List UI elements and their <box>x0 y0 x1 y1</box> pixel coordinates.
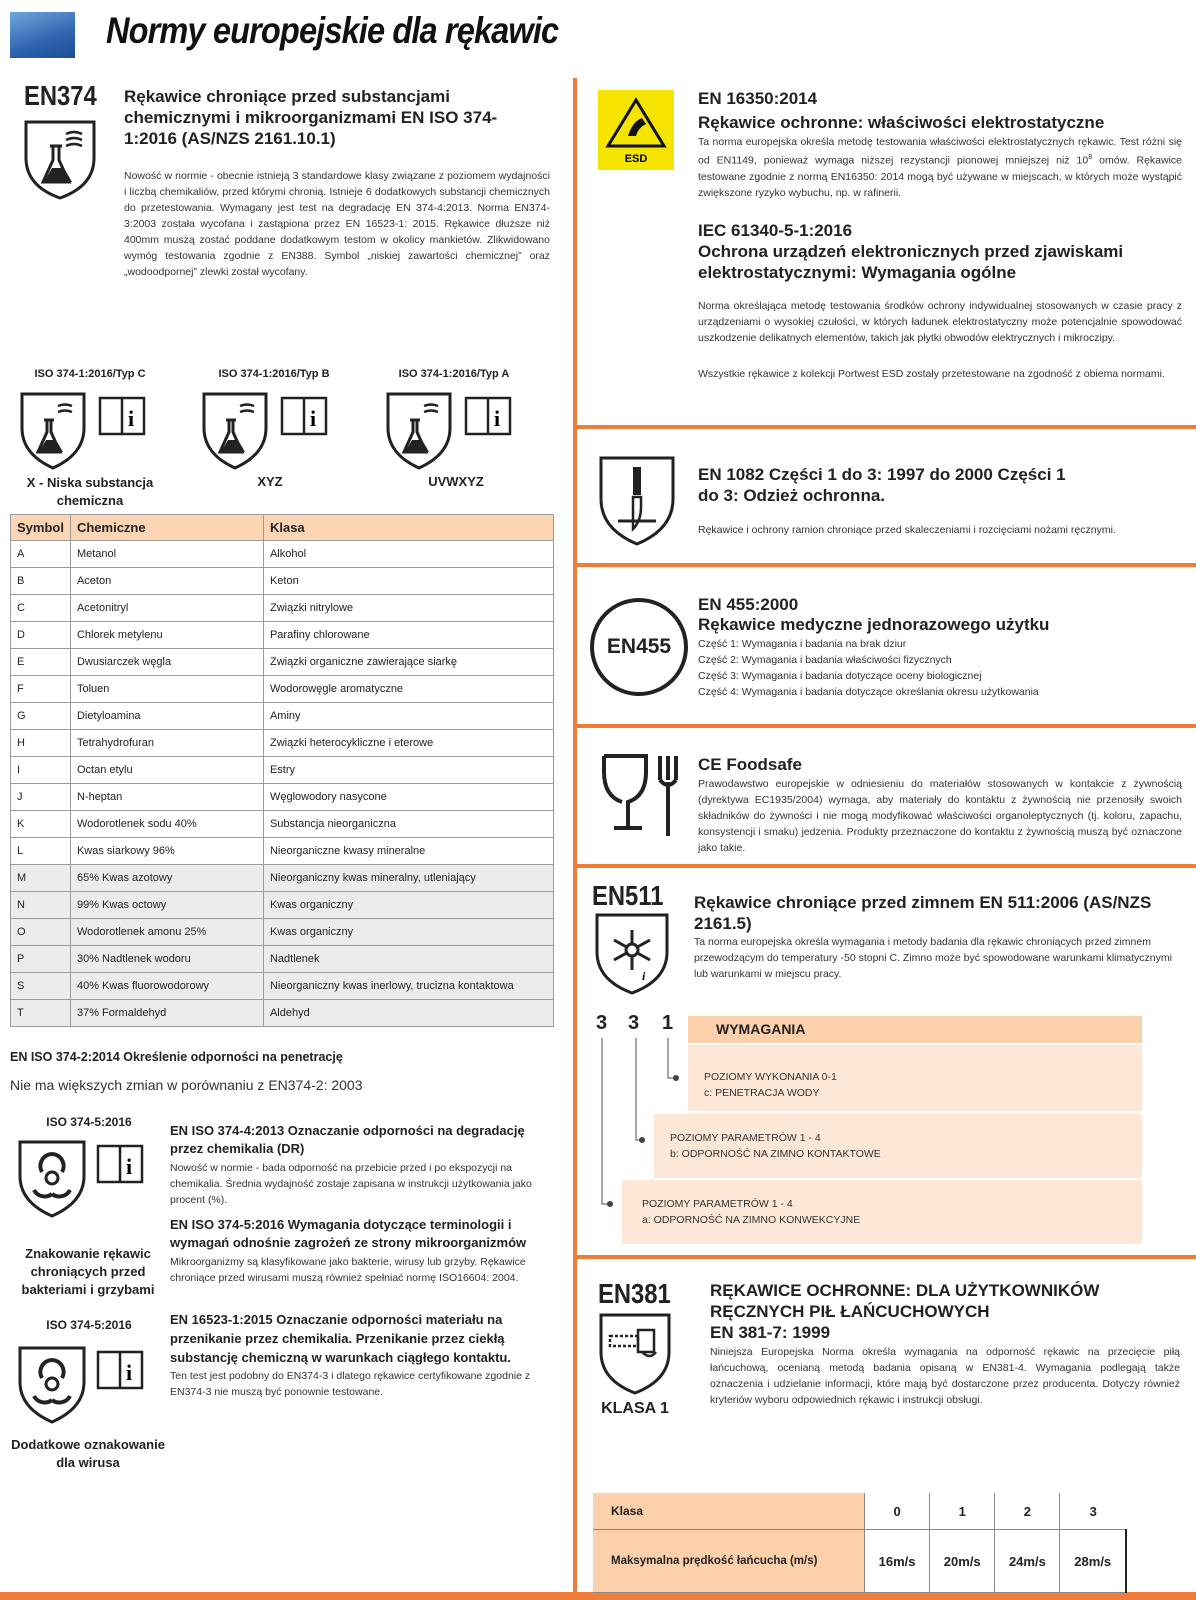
table-row <box>11 595 554 622</box>
en16523-title: EN 16523-1:2015 Oznaczanie odporności materiału na przenikanie przez chemikalia. Przenikanie przez ciekłą substancję chemiczną w warunkach ciągłego kontaktu. <box>170 1312 511 1365</box>
chemical-table <box>10 514 554 1027</box>
en374-code: EN374 <box>24 80 97 111</box>
iso3742-title: EN ISO 374-2:2014 Określenie odporności na penetrację <box>10 1050 343 1064</box>
table-cell: N <box>11 892 71 919</box>
en455-code: EN 455:2000 <box>698 595 799 614</box>
eu-flag-icon <box>10 12 75 58</box>
chainsaw-shield-icon <box>598 1312 672 1396</box>
table-cell: 28m/s <box>1060 1530 1126 1593</box>
en16523-body: Ten test jest podobny do EN374-3 i dlatego rękawice certyfikowane zgodnie z EN374-3 nie muszą być ponownie testowane. <box>170 1370 531 1398</box>
glass-fork-icon <box>598 752 686 840</box>
orange-divider <box>573 864 1196 868</box>
table-cell: Nieorganiczny kwas inerlowy, trucizna kontaktowa <box>263 973 553 1000</box>
en16350-body: Ta norma europejska określa metodę testowania właściwości elektrostatycznych rękawic. Test różni się od EN1149, ponieważ wymaga niższej rezystancji pionowej mniejszej niż $10^8$ omów. Rękawice testowane zgodnie z normą EN16350: 2014 mogą być używane w miejscach, w których może wystąpić zwiększone ryzyko wybuchu, np. w rafinerii. <box>698 136 1183 199</box>
table-cell: 37% Formaldehyd <box>70 1000 263 1027</box>
table-cell: Acetonitryl <box>70 595 263 622</box>
iso3742-body: Nie ma większych zmian w porównaniu z EN374-2: 2003 <box>10 1077 363 1093</box>
en381-klasa: KLASA 1 <box>601 1400 669 1417</box>
esd-warning-icon <box>598 90 674 170</box>
list-item: Część 2: Wymagania i badania właściwości fizycznych <box>698 654 952 666</box>
table-cell: 24m/s <box>995 1530 1060 1593</box>
en511-code: EN511 <box>592 880 664 911</box>
table-cell: Związki heterocykliczne i eterowe <box>263 730 553 757</box>
table-cell: 0 <box>865 1493 930 1530</box>
table-cell: N-heptan <box>70 784 263 811</box>
orange-divider <box>573 563 1196 567</box>
en16350-title: Rękawice ochronne: właściwości elektrostatyczne <box>698 113 1105 132</box>
table-row <box>11 838 554 865</box>
table-row <box>11 757 554 784</box>
en374-body: Nowość w normie - obecnie istnieją 3 standardowe klasy związane z poziomem wydajności i liczbą chemikaliów, przed którymi chronią. Istnieje 6 dodatkowych substancji chemicznych do przetestowania. Wymagany jest test na degradację EN 374-4:2013. Norma EN374-3:2003 została wycofana i zastąpiona przez EN 16523-1: 2015. Rękawice dłuższe niż 400mm muszą zostać poddane dodatkowym testom w okolicy mankietów. Zlikwidowano wymóg testowania zgodnie z EN388. Symbol „niskiej zawartości chemicznej” oraz „wodoodpornej” zlewki został wycofany. <box>124 170 550 278</box>
requirement-desc: c: PENETRACJA WODY <box>704 1087 820 1099</box>
table-row <box>11 811 554 838</box>
table-cell: T <box>11 1000 71 1027</box>
table-cell: 2 <box>995 1493 1060 1530</box>
orange-divider <box>573 724 1196 728</box>
table-cell: H <box>11 730 71 757</box>
table-cell: J <box>11 784 71 811</box>
en381-code: EN381 <box>598 1278 671 1309</box>
table-cell: Estry <box>263 757 553 784</box>
table-row <box>11 568 554 595</box>
en511-title: Rękawice chroniące przed zimnem EN 511:2006 (AS/NZS 2161.5) <box>694 893 1152 933</box>
en381-title-1: RĘKAWICE OCHRONNE: DLA UŻYTKOWNIKÓW <box>710 1281 1100 1300</box>
iec61340-body: Norma określająca metodę testowania środków ochrony indywidualnej stosowanych w czasie pracy z urządzeniami o wysokiej czułości, w których ładunek elektrostatyczny może potencjalnie spowodować uszkodzenie delikatnych elementów, takich jak płytki obwodów elektrycznych i mikroczipy. <box>698 300 1182 344</box>
table-row <box>11 622 554 649</box>
table-cell: Metanol <box>70 541 263 568</box>
knife-shield-icon <box>598 455 676 547</box>
en3745-title: EN ISO 374-5:2016 Wymagania dotyczące terminologii i wymagań odnośnie zagrożeń ze strony mikroorganizmów <box>170 1217 527 1250</box>
table-row <box>11 1000 554 1027</box>
table-cell: 65% Kwas azotowy <box>70 865 263 892</box>
table-row <box>11 541 554 568</box>
table-cell: Tetrahydrofuran <box>70 730 263 757</box>
requirement-desc: b: ODPORNOŚĆ NA ZIMNO KONTAKTOWE <box>670 1148 881 1160</box>
table-cell: Nieorganiczne kwasy mineralne <box>263 838 553 865</box>
type-b-label: ISO 374-1:2016/Typ B <box>218 368 330 380</box>
table-row <box>593 1493 1126 1530</box>
table-cell: 20m/s <box>930 1530 995 1593</box>
en3744-body: Nowość w normie - bada odporność na przebicie przed i po ekspozycji na chemikalia. Średnia wydajność zostaje zapisana w instrukcji użytkowania jako procent (%). <box>170 1162 532 1206</box>
requirement-row <box>622 1180 1142 1244</box>
table-row <box>11 973 554 1000</box>
table-cell: Aldehyd <box>263 1000 553 1027</box>
list-item: Część 3: Wymagania i badania dotyczące oceny biologicznej <box>698 670 982 682</box>
requirements-header <box>688 1016 1142 1043</box>
table-cell: Wodorotlenek sodu 40% <box>70 811 263 838</box>
table-cell: Chlorek metylenu <box>70 622 263 649</box>
table-cell: Kwas siarkowy 96% <box>70 838 263 865</box>
en511-digit: 1 <box>662 1012 674 1034</box>
svg-text:i: i <box>128 406 135 431</box>
table-cell: E <box>11 649 71 676</box>
table-cell: Związki organiczne zawierające siarkę <box>263 649 553 676</box>
orange-divider-vertical <box>573 78 577 1600</box>
iec61340-note: Wszystkie rękawice z kolekcji Portwest ESD zostały przetestowane na zgodność z obiema normami. <box>698 368 1165 380</box>
type-c-caption: X - Niska substancja chemiczna <box>26 475 154 508</box>
table-cell: 16m/s <box>865 1530 930 1593</box>
table-cell: 1 <box>930 1493 995 1530</box>
requirement-level: POZIOMY PARAMETRÓW 1 - 4 <box>670 1132 821 1144</box>
type-a-label: ISO 374-1:2016/Typ A <box>398 368 510 380</box>
requirement-row <box>654 1114 1142 1178</box>
requirement-desc: a: ODPORNOŚĆ NA ZIMNO KONWEKCYJNE <box>642 1214 861 1226</box>
list-item: Część 1: Wymagania i badania na brak dziur <box>698 638 907 650</box>
table-cell: D <box>11 622 71 649</box>
table-cell: G <box>11 703 71 730</box>
table-header: Klasa <box>263 515 553 541</box>
table-cell: Toluen <box>70 676 263 703</box>
iec61340-title: Ochrona urządzeń elektronicznych przed zjawiskami elektrostatycznymi: Wymagania ogólne <box>698 242 1124 282</box>
svg-text:i: i <box>126 1360 133 1385</box>
iec61340-code: IEC 61340-5-1:2016 <box>698 221 853 240</box>
table-cell: Nadtlenek <box>263 946 553 973</box>
table-row <box>11 676 554 703</box>
requirement-level: POZIOMY PARAMETRÓW 1 - 4 <box>642 1198 793 1210</box>
table-cell: Keton <box>263 568 553 595</box>
foodsafe-body: Prawodawstwo europejskie w odniesieniu do materiałów stosowanych w kontakcie z żywnością (dyrektywa EC1935/2004) wymaga, aby materiały do kontaktu z żywnością nie przenosiły swoich składników do żywności i nie mogą modyfikować właściwości organoleptycznych (tj. koloru, zapachu, konsystencji i smaku) jedzenia. Produkty przeznaczone do kontaktu z żywnością muszą być oznaczone jako takie. <box>698 778 1182 854</box>
biohazard-shield-icon <box>18 1140 168 1220</box>
en381-title-2: RĘCZNYCH PIŁ ŁAŃCUCHOWYCH <box>710 1302 990 1321</box>
table-cell: Klasa <box>593 1493 865 1530</box>
table-row <box>11 703 554 730</box>
type-b-caption: XYZ <box>257 474 283 489</box>
en3744-title: EN ISO 374-4:2013 Oznaczanie odporności na degradację przez chemikalia (DR) <box>170 1123 525 1156</box>
en374-title: Rękawice chroniące przed substancjami chemicznymi i mikroorganizmami EN ISO 374-1:2016 (AS/NZS 2161.10.1) <box>124 87 498 148</box>
table-cell: Kwas organiczny <box>263 892 553 919</box>
table-cell: Substancja nieorganiczna <box>263 811 553 838</box>
table-cell: Parafiny chlorowane <box>263 622 553 649</box>
table-row <box>11 649 554 676</box>
table-cell: 99% Kwas octowy <box>70 892 263 919</box>
table-cell: Węglowodory nasycone <box>263 784 553 811</box>
iso3745-caption: Znakowanie rękawic chroniących przed bakteriami i grzybami <box>21 1246 155 1297</box>
biohazard-shield-icon <box>18 1346 168 1426</box>
iso3745-label: ISO 374-5:2016 <box>46 1115 132 1129</box>
en381-body: Niniejsza Europejska Norma określa wymagania na odporność rękawic na przecięcie piłą łańcuchową, ocenianą metodą badania opisaną w EN381-4. Wymagania podlegają także oznaczenia i udzielanie informacji, które mają być dostarczone przez producenta. Dotyczy również kryteriów wyboru odpowiednich rękawic i instrukcji obsługi. <box>710 1346 1180 1406</box>
svg-text:i: i <box>494 406 501 431</box>
table-cell: F <box>11 676 71 703</box>
chainsaw-class-table <box>593 1493 1127 1593</box>
chemical-flask-shield-icon <box>386 392 536 472</box>
list-item: Część 4: Wymagania i badania dotyczące określania okresu użytkowania <box>698 686 1039 698</box>
table-row <box>11 730 554 757</box>
en511-body: Ta norma europejska określa wymagania i metody badania dla rękawic chroniących przed zimnem przewodzącym do temperatury -50 stopni C. Zimno może być spowodowane warunkami klimatycznymi lub warunkami w miejscu pracy. <box>694 936 1172 980</box>
table-cell: Związki nitrylowe <box>263 595 553 622</box>
table-cell: K <box>11 811 71 838</box>
en381-title-3: EN 381-7: 1999 <box>710 1323 831 1342</box>
table-cell: Maksymalna prędkość łańcucha (m/s) <box>593 1530 865 1593</box>
table-cell: L <box>11 838 71 865</box>
table-cell: Wodorotlenek amonu 25% <box>70 919 263 946</box>
en511-digit: 3 <box>628 1012 640 1034</box>
table-cell: Octan etylu <box>70 757 263 784</box>
table-cell: B <box>11 568 71 595</box>
iso3745-virus-label: ISO 374-5:2016 <box>46 1318 132 1332</box>
type-a-caption: UVWXYZ <box>428 474 484 489</box>
en1082-title: EN 1082 Części 1 do 3: 1997 do 2000 Części 1 do 3: Odzież ochronna. <box>698 465 1066 505</box>
table-cell: S <box>11 973 71 1000</box>
en455-badge <box>590 598 688 696</box>
en16350-code: EN 16350:2014 <box>698 89 818 108</box>
table-cell: O <box>11 919 71 946</box>
table-cell: P <box>11 946 71 973</box>
table-row <box>11 784 554 811</box>
page-title: Normy europejskie dla rękawic <box>106 10 559 51</box>
table-cell: Alkohol <box>263 541 553 568</box>
table-cell: Nieorganiczny kwas mineralny, utleniający <box>263 865 553 892</box>
table-cell: Dietyloamina <box>70 703 263 730</box>
en455-title: Rękawice medyczne jednorazowego użytku <box>698 615 1050 634</box>
table-header: Symbol <box>11 515 71 541</box>
snowflake-shield-icon <box>594 912 670 996</box>
table-row <box>11 946 554 973</box>
table-cell: Kwas organiczny <box>263 919 553 946</box>
orange-divider <box>573 425 1196 429</box>
requirements-header-text: WYMAGANIA <box>716 1021 806 1037</box>
table-cell: Dwusiarczek węgla <box>70 649 263 676</box>
foodsafe-title: CE Foodsafe <box>698 755 802 774</box>
en455-parts <box>698 636 1039 700</box>
en455-badge-text: EN455 <box>606 635 672 658</box>
table-cell: 40% Kwas fluorowodorowy <box>70 973 263 1000</box>
table-cell: C <box>11 595 71 622</box>
svg-text:i: i <box>642 969 646 983</box>
chemical-flask-shield-icon <box>22 118 98 202</box>
table-header: Chemiczne <box>70 515 263 541</box>
requirement-row <box>688 1045 1142 1111</box>
table-cell: Aceton <box>70 568 263 595</box>
table-row <box>11 892 554 919</box>
table-cell: I <box>11 757 71 784</box>
chemical-flask-shield-icon <box>20 392 170 472</box>
en1082-body: Rękawice i ochrony ramion chroniące przed skaleczeniami i rozcięciami nożami ręcznymi. <box>698 524 1116 536</box>
en511-digit: 3 <box>596 1012 608 1034</box>
orange-divider <box>573 1255 1196 1259</box>
iso3745-virus-caption: Dodatkowe oznakowanie dla wirusa <box>11 1437 165 1470</box>
table-cell: Aminy <box>263 703 553 730</box>
orange-divider-bottom <box>0 1592 1196 1600</box>
svg-text:i: i <box>126 1154 133 1179</box>
svg-text:i: i <box>310 406 317 431</box>
chemical-flask-shield-icon <box>202 392 352 472</box>
table-cell: 3 <box>1060 1493 1126 1530</box>
table-cell: Wodorowęgle aromatyczne <box>263 676 553 703</box>
en3745-body: Mikroorganizmy są klasyfikowane jako bakterie, wirusy lub grzyby. Rękawice chroniące przed wirusami muszą również spełniać normę ISO16604: 2004. <box>170 1256 526 1284</box>
table-row <box>11 865 554 892</box>
table-cell: A <box>11 541 71 568</box>
table-cell: M <box>11 865 71 892</box>
table-row <box>593 1530 1126 1593</box>
requirement-level: POZIOMY WYKONANIA 0-1 <box>704 1071 837 1083</box>
type-c-label: ISO 374-1:2016/Typ C <box>34 368 146 380</box>
table-cell: 30% Nadtlenek wodoru <box>70 946 263 973</box>
esd-icon-text: ESD <box>624 153 648 165</box>
table-row <box>11 919 554 946</box>
